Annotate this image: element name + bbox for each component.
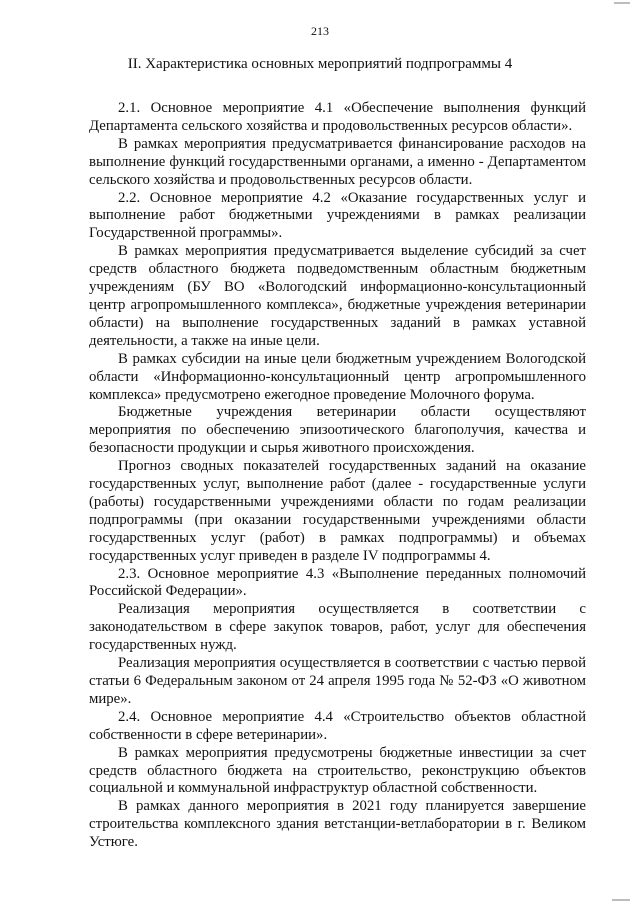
page-number: 213 (311, 24, 329, 38)
paragraph: 2.4. Основное мероприятие 4.4 «Строительство объектов областной собственности в сфере ветеринарии». (89, 708, 586, 743)
paragraph: Реализация мероприятия осуществляется в соответствии с законодательством в сфере закупок товаров, работ, услуг для обеспечения государственных нужд. (89, 601, 586, 654)
paragraph: Реализация мероприятия осуществляется в соответствии с частью первой статьи 6 Федеральным законом от 24 апреля 1995 года № 52-ФЗ «О животном мире». (89, 655, 586, 707)
paragraph: В рамках субсидии на иные цели бюджетным учреждением Вологодской области «Информационно-консультационный центр агропромышленного комплекса» предусмотрено ежегодное проведение Молочного форума. (89, 350, 586, 403)
section-heading: II. Характеристика основных мероприятий подпрограммы 4 (127, 56, 513, 72)
section-body (89, 100, 586, 852)
paragraph: 2.3. Основное мероприятие 4.3 «Выполнение переданных полномочий Российской Федерации». (89, 565, 586, 600)
paragraph: В рамках мероприятия предусматривается выделение субсидий за счет средств областного бюджета подведомственным областным бюджетным учреждениям (БУ ВО «Вологодский информационно-консультационный центр агропромышленного комплекса», бюджетные учреждения ветеринарии области) на выполнение государственных заданий в рамках уставной деятельности, а также на иные цели. (89, 243, 586, 349)
paragraph: Прогноз сводных показателей государственных заданий на оказание государственных услуг, выполнение работ (далее - государственные услуги (работы) государственными учреждениями области по годам реализации подпрограммы (при оказании государственными учреждениями области государственных услуг (работ) в рамках подпрограммы) и объемах государственных услуг приведен в разделе IV подпрограммы 4. (89, 458, 586, 564)
scan-mark-top (614, 2, 630, 4)
paragraph: В рамках мероприятия предусматривается финансирование расходов на выполнение функций государственными органами, а именно - Департаментом сельского хозяйства и продовольственных ресурсов области. (89, 135, 586, 188)
paragraph: В рамках мероприятия предусмотрены бюджетные инвестиции за счет средств областного бюджета на строительство, реконструкцию объектов социальной и коммунальной инфраструктур областной собственности. (89, 744, 586, 797)
scan-mark-bottom (612, 899, 630, 901)
paragraph: 2.2. Основное мероприятие 4.2 «Оказание государственных услуг и выполнение работ бюджетными учреждениями в рамках реализации Государственной программы». (89, 189, 586, 242)
paragraph: Бюджетные учреждения ветеринарии области осуществляют мероприятия по обеспечению эпизоотического благополучия, качества и безопасности продукции и сырья животного происхождения. (89, 404, 586, 457)
paragraph: 2.1. Основное мероприятие 4.1 «Обеспечение выполнения функций Департамента сельского хозяйства и продовольственных ресурсов области». (89, 100, 586, 134)
paragraph: В рамках данного мероприятия в 2021 году планируется завершение строительства комплексного здания ветстанции-ветлаборатории в г. Великом Устюге. (89, 798, 586, 851)
